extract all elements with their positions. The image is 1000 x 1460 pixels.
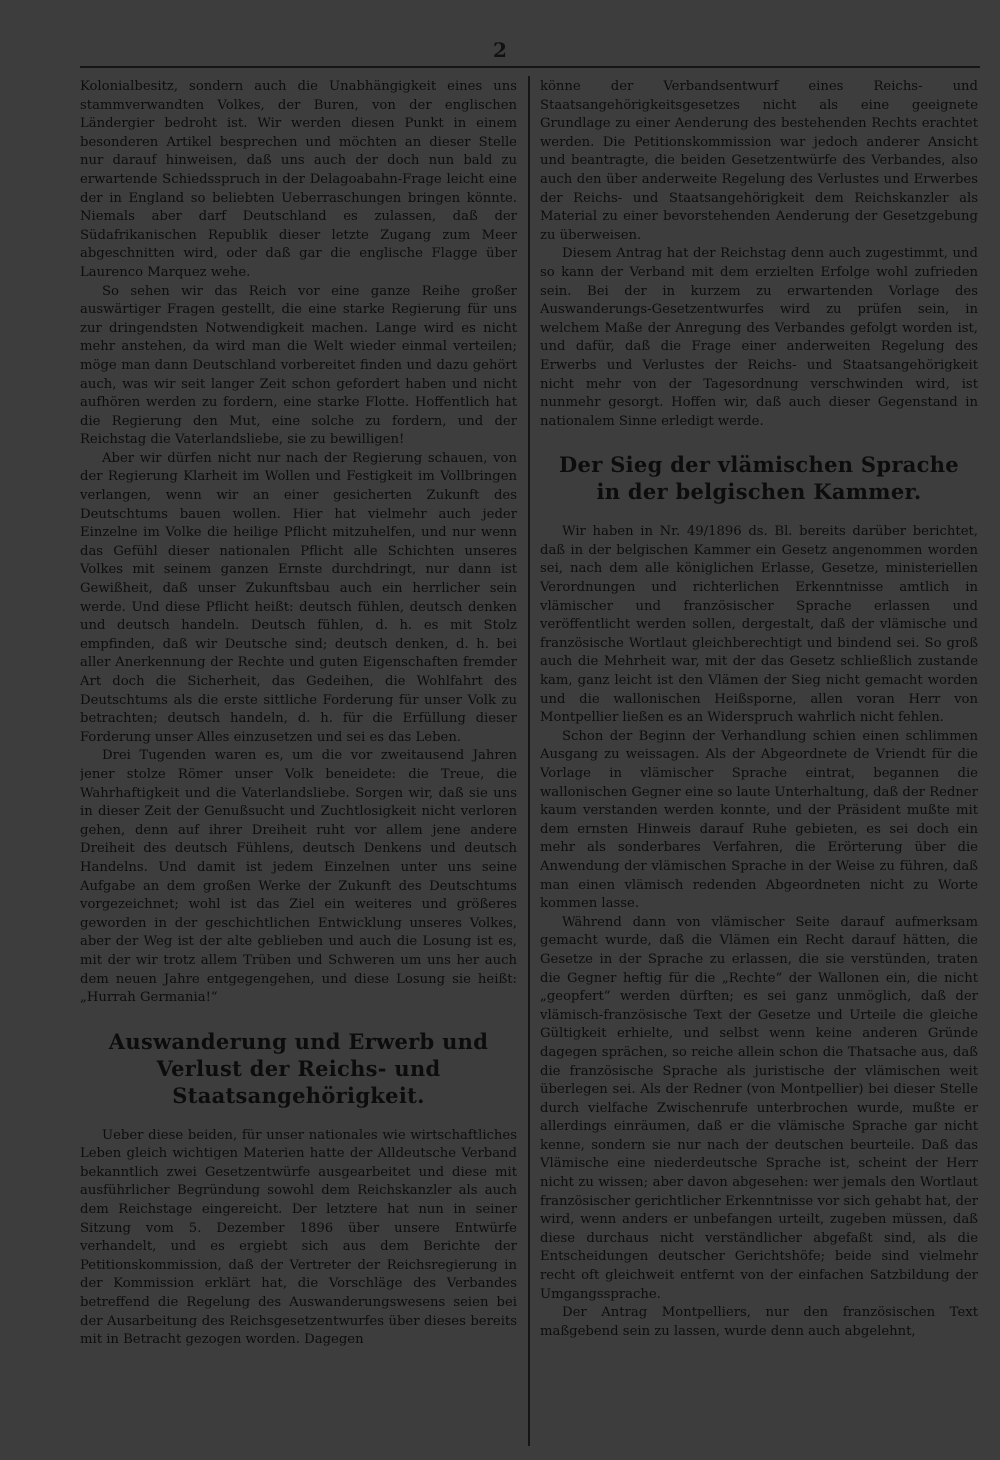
paragraph: Diesem Antrag hat der Reichstag denn auch zugestimmt, und so kann der Verband mit dem erzielten Erfolge wohl zufrieden sein. Bei der in kurzem zu erwartenden Vorlage des Auswanderungs-Gesetzentwurfes wird zu prüfen sein, in welchem Maße der Anregung des Verbandes gefolgt worden ist, und dafür, daß die Frage einer anderweiten Regelung des Erwerbs und Verlustes der Reichs- und Staatsangehörigkeit nicht mehr von der Tagesordnung verschwinden wird, ist nunmehr gesorgt. Hoffen wir, daß auch dieser Gegenstand in nationalem Sinne erledigt werde.: [540, 246, 978, 429]
paragraph: So sehen wir das Reich vor eine ganze Reihe großer auswärtiger Fragen gestellt, die eine starke Regierung für uns zur dringendsten Notwendigkeit machen. Lange wird es nicht mehr anstehen, da wird man die Welt wieder einmal verteilen; möge man dann Deutschland vorbereitet finden und dazu gehört auch, was wir seit langer Zeit schon gefordert haben und nicht aufhören werden zu fordern, eine starke Flotte. Hoffentlich hat die Regierung den Mut, eine solche zu fordern, und der Reichstag die Vaterlandsliebe, sie zu bewilligen!: [80, 283, 517, 448]
article-heading: Auswanderung und Erwerb und Verlust der Reichs- und Staatsangehörigkeit.: [108, 1028, 489, 1108]
right-column: [540, 78, 978, 1450]
page-number: 2: [493, 38, 507, 62]
paragraph: Der Antrag Montpelliers, nur den französischen Text maßgebend sein zu lassen, wurde denn auch abgelehnt,: [540, 1305, 978, 1339]
paragraph: Ueber diese beiden, für unser nationales wie wirtschaftliches Leben gleich wichtigen Materien hatte der Alldeutsche Verband bekanntlich zwei Gesetzentwürfe ausgearbeitet und diese mit ausführlicher Begründung sowohl dem Reichskanzler als auch dem Reichstage eingereicht. Der letztere hat nun in seiner Sitzung vom 5. Dezember 1896 über unsere Entwürfe verhandelt, und es ergiebt sich aus dem Berichte der Petitionskommission, daß der Vertreter der Reichsregierung in der Kommission erklärt hat, die Vorschläge des Verbandes betreffend die Regelung des Auswanderungswesens seien bei der Ausarbeitung des Reichsgesetzentwurfes über dieses bereits mit in Betracht gezogen worden. Dagegen: [80, 1127, 517, 1348]
paragraph: Drei Tugenden waren es, um die vor zweitausend Jahren jener stolze Römer unser Volk beneidete: die Treue, die Wahrhaftigkeit und die Vaterlandsliebe. Sorgen wir, daß sie uns in dieser Zeit der Genußsucht und Zuchtlosigkeit nicht verloren gehen, denn auf ihrer Dreiheit ruht vor allem jene andere Dreiheit des deutsch Fühlens, deutsch Denkens und deutsch Handelns. Und damit ist jedem Einzelnen unter uns seine Aufgabe an dem großen Werke der Zukunft des Deutschtums vorgezeichnet; wohl ist das Ziel ein weiteres und größeres geworden in der geschichtlichen Entwicklung unseres Volkes, aber der Weg ist der alte geblieben und auch die Losung ist es, mit der wir trotz allem Trüben und Schweren um uns her auch dem neuen Jahre entgegengehen, und diese Losung sie heißt: „Hurrah Germania!“: [80, 748, 517, 1006]
paragraph: Schon der Beginn der Verhandlung schien einen schlimmen Ausgang zu weissagen. Als der Abgeordnete de Vriendt für die Vorlage in vlämischer Sprache eintrat, begannen die wallonischen Gegner eine so laute Unterhaltung, daß der Redner kaum verstanden werden konnte, und der Präsident mußte mit dem ernsten Hinweis darauf Ruhe gebieten, es sei doch ein mehr als sonderbares Verfahren, die Erörterung über die Anwendung der vlämischen Sprache in der Weise zu führen, daß man einen vlämisch redenden Abgeordneten nicht zu Worte kommen lasse.: [540, 728, 978, 912]
paragraph: Während dann von vlämischer Seite darauf aufmerksam gemacht wurde, daß die Vlämen ein Recht darauf hätten, die Gesetze in der Sprache zu erlassen, die sie verstünden, traten die Gegner heftig für die „Rechte“ der Wallonen ein, die nicht „geopfert“ werden dürften; es sei ganz unmöglich, daß der vlämisch-französische Text der Gesetze und Urteile die gleiche Gültigkeit erhielte, und selbst wenn keine anderen Gründe dagegen sprächen, so reiche allein schon die Thatsache aus, daß die französische Sprache als juristische der vlämischen weit überlegen sei. Als der Redner (von Montpellier) bei dieser Stelle durch vielfache Zwischenrufe unterbrochen wurde, mußte er allerdings einräumen, daß er die vlämische Sprache gar nicht kenne, sondern sie nur nach der deutschen beurteile. Daß das Vlämische eine niederdeutsche Sprache ist, scheint der Herr nicht zu wissen; aber davon abgesehen: wer jemals den Wortlaut französischer gerichtlicher Erkenntnisse vor sich gehabt hat, der wird, wenn anders er unbefangen urteilt, zugeben müssen, daß diese durchaus nicht verständlicher abgefaßt sind, als die Entscheidungen deutscher Gerichtshöfe; beide sind vielmehr recht oft gleichweit entfernt von der einfachen Satzbildung der Umgangssprache.: [540, 914, 978, 1302]
paragraph: Aber wir dürfen nicht nur nach der Regierung schauen, von der Regierung Klarheit im Wollen und Festigkeit im Vollbringen verlangen, wenn wir an einer gesicherten Zukunft des Deutschtums bauen wollen. Hier hat vielmehr auch jeder Einzelne im Volke die heilige Pflicht mitzuhelfen, und nur wenn das Gefühl dieser nationalen Pflicht alle Schichten unseres Volkes mit seinem ganzen Ernste durchdringt, nur dann ist Gewißheit, daß unser Zukunftsbau auch ein herrlicher sein werde. Und diese Pflicht heißt: deutsch fühlen, deutsch denken und deutsch handeln. Deutsch fühlen, d. h. es mit Stolz empfinden, daß wir Deutsche sind; deutsch denken, d. h. bei aller Anerkennung der Rechte und guten Eigenschaften fremder Art doch die Sicherheit, das Gedeihen, die Wohlfahrt des Deutschtums als die erste sittliche Forderung für unser Volk zu betrachten; deutsch handeln, d. h. für die Erfüllung dieser Forderung unser Alles einzusetzen und sei es das Leben.: [80, 450, 517, 745]
paragraph: könne der Verbandsentwurf eines Reichs- und Staatsangehörigkeitsgesetzes nicht als eine geeignete Grundlage zu einer Aenderung des bestehenden Rechts erachtet werden. Die Petitionskommission war jedoch anderer Ansicht und beantragte, die beiden Gesetzentwürfe des Verbandes, also auch den über anderweite Regelung des Verlustes und Erwerbes der Reichs- und Staatsangehörigkeit dem Reichskanzler als Material zu einer bevorstehenden Aenderung der Gesetzgebung zu überweisen.: [540, 79, 978, 243]
left-column: [80, 78, 517, 1450]
header-rule: [80, 66, 980, 68]
column-divider: [528, 76, 530, 1446]
paragraph: Kolonialbesitz, sondern auch die Unabhängigkeit eines uns stammverwandten Volkes, der Buren, von der englischen Ländergier bedroht ist. Wir werden diesen Punkt in einem besonderen Artikel besprechen und möchten an dieser Stelle nur darauf hinweisen, daß uns auch der doch nun bald zu erwartende Schiedsspruch in der Delagoabahn-Frage leicht eine der in England so beliebten Ueberraschungen bringen könnte. Niemals aber darf Deutschland es zulassen, daß der Südafrikanischen Republik dieser letzte Zugang zum Meer abgeschnitten wird, oder daß gar die englische Flagge über Laurenco Marquez wehe.: [80, 79, 517, 280]
paragraph: Wir haben in Nr. 49/1896 ds. Bl. bereits darüber berichtet, daß in der belgischen Kammer ein Gesetz angenommen worden sei, nach dem alle königlichen Erlasse, Gesetze, ministeriellen Verordnungen und richterlichen Erkenntnisse amtlich in vlämischer und französischer Sprache erlassen und veröffentlicht werden sollen, dergestalt, daß der vlämische und französische Wortlaut gleichberechtigt und bindend sei. So groß auch die Mehrheit war, mit der das Gesetz schließlich zustande kam, ganz leicht ist den Vlämen der Sieg nicht gemacht worden und die wallonischen Heißsporne, allen voran Herr von Montpellier ließen es an Widerspruch wahrlich nicht fehlen.: [540, 524, 978, 726]
article-heading: Der Sieg der vlämischen Sprache in der belgischen Kammer.: [559, 452, 959, 505]
